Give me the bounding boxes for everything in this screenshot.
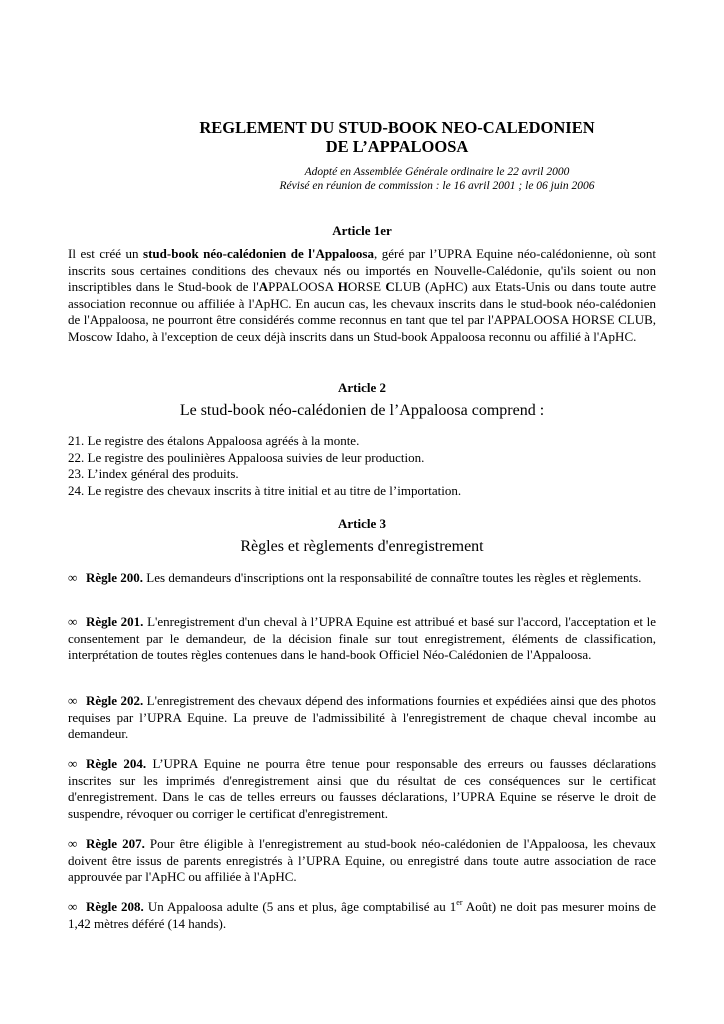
infinity-bullet-icon: ∞ — [68, 756, 78, 771]
infinity-bullet-icon: ∞ — [68, 899, 78, 914]
list-item: 23. L’index général des produits. — [68, 466, 239, 481]
rule-207: ∞ Règle 207. Pour être éligible à l'enregistrement au stud-book néo-calédonien de l'Appaloosa, les chevaux doivent être issus de parents enregistrés à l’UPRA Equine, ou enregistré dans toute autre association de race approuvée par l'ApHC ou affiliée à l'ApHC. — [68, 836, 657, 885]
rule-208: ∞ Règle 208. Un Appaloosa adulte (5 ans et plus, âge comptabilisé au 1er Août) ne doit pas mesurer moins de 1,42 mètres déféré (14 hands). — [68, 898, 657, 931]
rule-202: ∞ Règle 202. L'enregistrement des chevaux dépend des informations fournies et expédiées ainsi que des photos requises par l’UPRA Equine. La preuve de l'admissibilité à l'enregistrement de chaque cheval incombe au demandeur. — [68, 693, 656, 742]
registry-list — [68, 433, 656, 499]
rule-200: ∞ Règle 200. Les demandeurs d'inscriptions ont la responsabilité de connaître toutes les règles et règlements. — [68, 570, 642, 585]
revised-dates: Révisé en réunion de commission : le 16 avril 2001 ; le 06 juin 2006 — [279, 180, 595, 192]
list-item: 22. Le registre des poulinières Appaloosa suivies de leur production. — [68, 449, 425, 465]
adoption-info — [68, 165, 656, 193]
article-1-paragraph: Il est créé un stud-book néo-calédonien de l'Appaloosa, géré par l’UPRA Equine néo-calédonienne, où sont inscrits sous certaines conditions des chevaux nés ou importés en Nouvelle-Calédonie, qu'ils soient ou non inscriptibles dans le Stud-book de l'APPALOOSA HORSE CLUB (ApHC) aux Etats-Unis ou dans toute autre association reconnue ou affiliée à l'ApHC. En aucun cas, les chevaux inscrits dans le stud-book néo-calédonien de l'Appaloosa, ne pourront être considérés comme reconnus en tant que tel par l'APPALOOSA HORSE CLUB, Moscow Idaho, à l'exception de ceux déjà inscrits dans un Stud-book Appaloosa reconnu ou affilié à l'ApHC. — [68, 246, 657, 344]
list-item: 24. Le registre des chevaux inscrits à titre initial et au titre de l’importation. — [68, 482, 462, 498]
infinity-bullet-icon: ∞ — [68, 614, 78, 629]
article-2-heading: Article 2 — [337, 380, 386, 395]
document-title — [68, 118, 656, 156]
infinity-bullet-icon: ∞ — [68, 836, 78, 851]
article-3-subheading: Règles et règlements d'enregistrement — [240, 538, 484, 555]
title-line-2: DE L’APPALOOSA — [325, 137, 469, 156]
article-2-subheading: Le stud-book néo-calédonien de l’Appaloosa comprend : — [179, 402, 545, 419]
rule-201: ∞ Règle 201. L'enregistrement d'un cheval à l’UPRA Equine est attribué et basé sur l'accord, l'acceptation et le consentement par le demandeur, de la décision finale sur tout enregistrement, éléments de classification, interprétation de toutes règles contenues dans le hand-book Officiel Néo-Calédonien de l'Appaloosa. — [68, 614, 657, 663]
infinity-bullet-icon: ∞ — [68, 570, 78, 585]
article-1-heading: Article 1er — [332, 223, 392, 238]
list-item: 21. Le registre des étalons Appaloosa agréés à la monte. — [68, 433, 360, 448]
title-line-1: REGLEMENT DU STUD-BOOK NEO-CALEDONIEN — [199, 118, 595, 137]
infinity-bullet-icon: ∞ — [68, 693, 78, 708]
article-3-heading: Article 3 — [337, 516, 386, 531]
adopted-date: Adopté en Assemblée Générale ordinaire le 22 avril 2000 — [304, 166, 570, 178]
rule-204: ∞ Règle 204. L’UPRA Equine ne pourra être tenue pour responsable des erreurs ou fausses déclarations inscrites sur les imprimés d'enregistrement ainsi que du résultat de ces conséquences sur le certificat d'enregistrement. Dans le cas de telles erreurs ou fausses déclarations, l’UPRA Equine se réserve le droit de suspendre, révoquer ou corriger le certificat d'enregistrement. — [68, 756, 657, 821]
